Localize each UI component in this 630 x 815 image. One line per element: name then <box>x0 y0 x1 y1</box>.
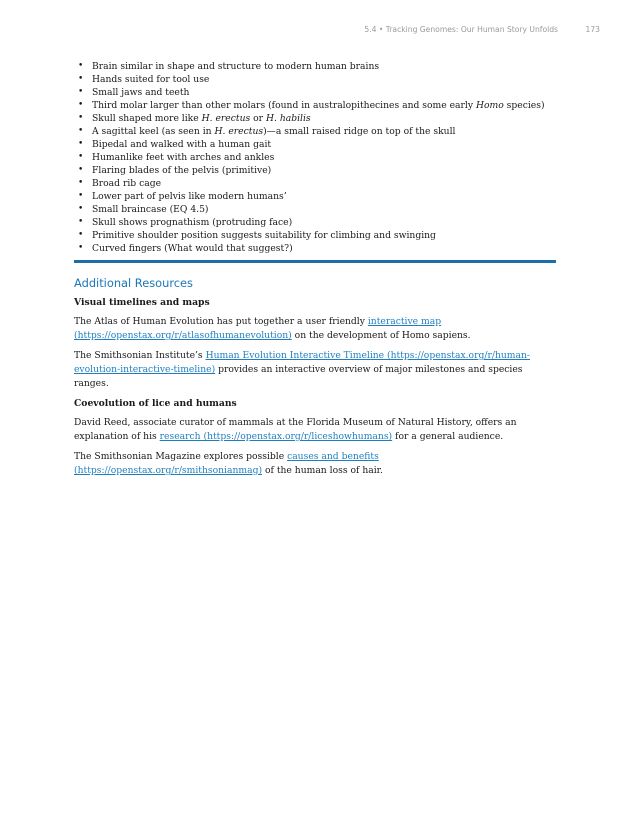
atlas-paragraph <box>74 315 556 343</box>
trait-species-name: H. erectus <box>201 113 251 124</box>
lice-subheading: Coevolution of lice and humans <box>74 398 237 409</box>
reed-text: David Reed, associate curator of mammals at the Florida Museum of Natural History, offers an explanation of his <box>74 417 517 442</box>
trait-item <box>78 164 545 177</box>
smithsonian-timeline-paragraph <box>74 349 556 391</box>
trait-item <box>78 138 545 151</box>
trait-text: Curved fingers (What would that suggest?) <box>92 243 293 254</box>
trait-text: Brain similar in shape and structure to modern human brains <box>92 61 380 72</box>
trait-species-name: H. habilis <box>265 113 311 124</box>
trait-text: Skull shaped more like <box>92 113 202 124</box>
trait-text: Small braincase (EQ 4.5) <box>92 204 209 215</box>
trait-text: Primitive shoulder position suggests suitability for climbing and swinging <box>92 230 436 241</box>
atlas-text: The Atlas of Human Evolution has put together a user friendly <box>74 316 368 327</box>
trait-species-name: H. erectus <box>214 126 264 137</box>
running-header <box>0 25 630 39</box>
trait-item <box>78 112 545 125</box>
trait-text: Third molar larger than other molars (found in australopithecines and some early <box>92 100 476 111</box>
magazine-text: The Smithsonian Magazine explores possible <box>74 451 288 462</box>
section-title: 5.4 • Tracking Genomes: Our Human Story Unfolds <box>364 25 558 34</box>
trait-text: Broad rib cage <box>92 178 162 189</box>
trait-item <box>78 242 545 255</box>
trait-text: Flaring blades of the pelvis (primitive) <box>92 165 272 176</box>
trait-item <box>78 151 545 164</box>
trait-item <box>78 73 545 86</box>
trait-text: Skull shows prognathism (protruding face) <box>92 217 293 228</box>
trait-list <box>78 60 545 255</box>
trait-text: A sagittal keel (as seen in <box>92 126 215 137</box>
trait-item <box>78 229 545 242</box>
trait-item <box>78 203 545 216</box>
visual-timelines-subheading: Visual timelines and maps <box>74 297 210 308</box>
trait-text: species) <box>503 100 545 111</box>
timeline-link[interactable]: Human Evolution Interactive Timeline (https://openstax.org/r/human-evolution-interactive-timeline) <box>74 350 530 375</box>
atlas-text-end: on the development of Homo sapiens. <box>291 330 471 341</box>
trait-item <box>78 60 545 73</box>
page-number: 173 <box>585 25 600 34</box>
trait-text: or <box>250 113 266 124</box>
timeline-text-end: provides an interactive overview of major milestones and species ranges. <box>74 364 523 389</box>
causes-benefits-link[interactable]: causes and benefits (https://openstax.org/r/smithsonianmag) <box>74 451 379 476</box>
trait-item <box>78 125 545 138</box>
trait-item <box>78 190 545 203</box>
additional-resources <box>74 275 556 484</box>
reed-paragraph <box>74 416 556 444</box>
magazine-paragraph <box>74 450 556 478</box>
reed-text-end: for a general audience. <box>392 431 504 442</box>
interactive-map-link[interactable]: interactive map (https://openstax.org/r/atlasofhumanevolution) <box>74 316 442 341</box>
trait-text: Humanlike feet with arches and ankles <box>92 152 275 163</box>
trait-item <box>78 216 545 229</box>
timeline-text: The Smithsonian Institute’s <box>74 350 206 361</box>
trait-text: Small jaws and teeth <box>92 87 190 98</box>
trait-text: Lower part of pelvis like modern humans’ <box>92 191 287 202</box>
trait-species-name: Homo <box>475 100 504 111</box>
trait-text: )—a small raised ridge on top of the skull <box>263 126 456 137</box>
resources-heading: Additional Resources <box>74 276 193 290</box>
section-divider <box>74 260 556 263</box>
trait-item <box>78 86 545 99</box>
magazine-text-end: of the human loss of hair. <box>262 465 383 476</box>
trait-text: Hands suited for tool use <box>92 74 210 85</box>
trait-text: Bipedal and walked with a human gait <box>92 139 272 150</box>
research-link[interactable]: research (https://openstax.org/r/liceshowhumans) <box>159 431 393 442</box>
trait-item <box>78 177 545 190</box>
trait-item <box>78 99 545 112</box>
